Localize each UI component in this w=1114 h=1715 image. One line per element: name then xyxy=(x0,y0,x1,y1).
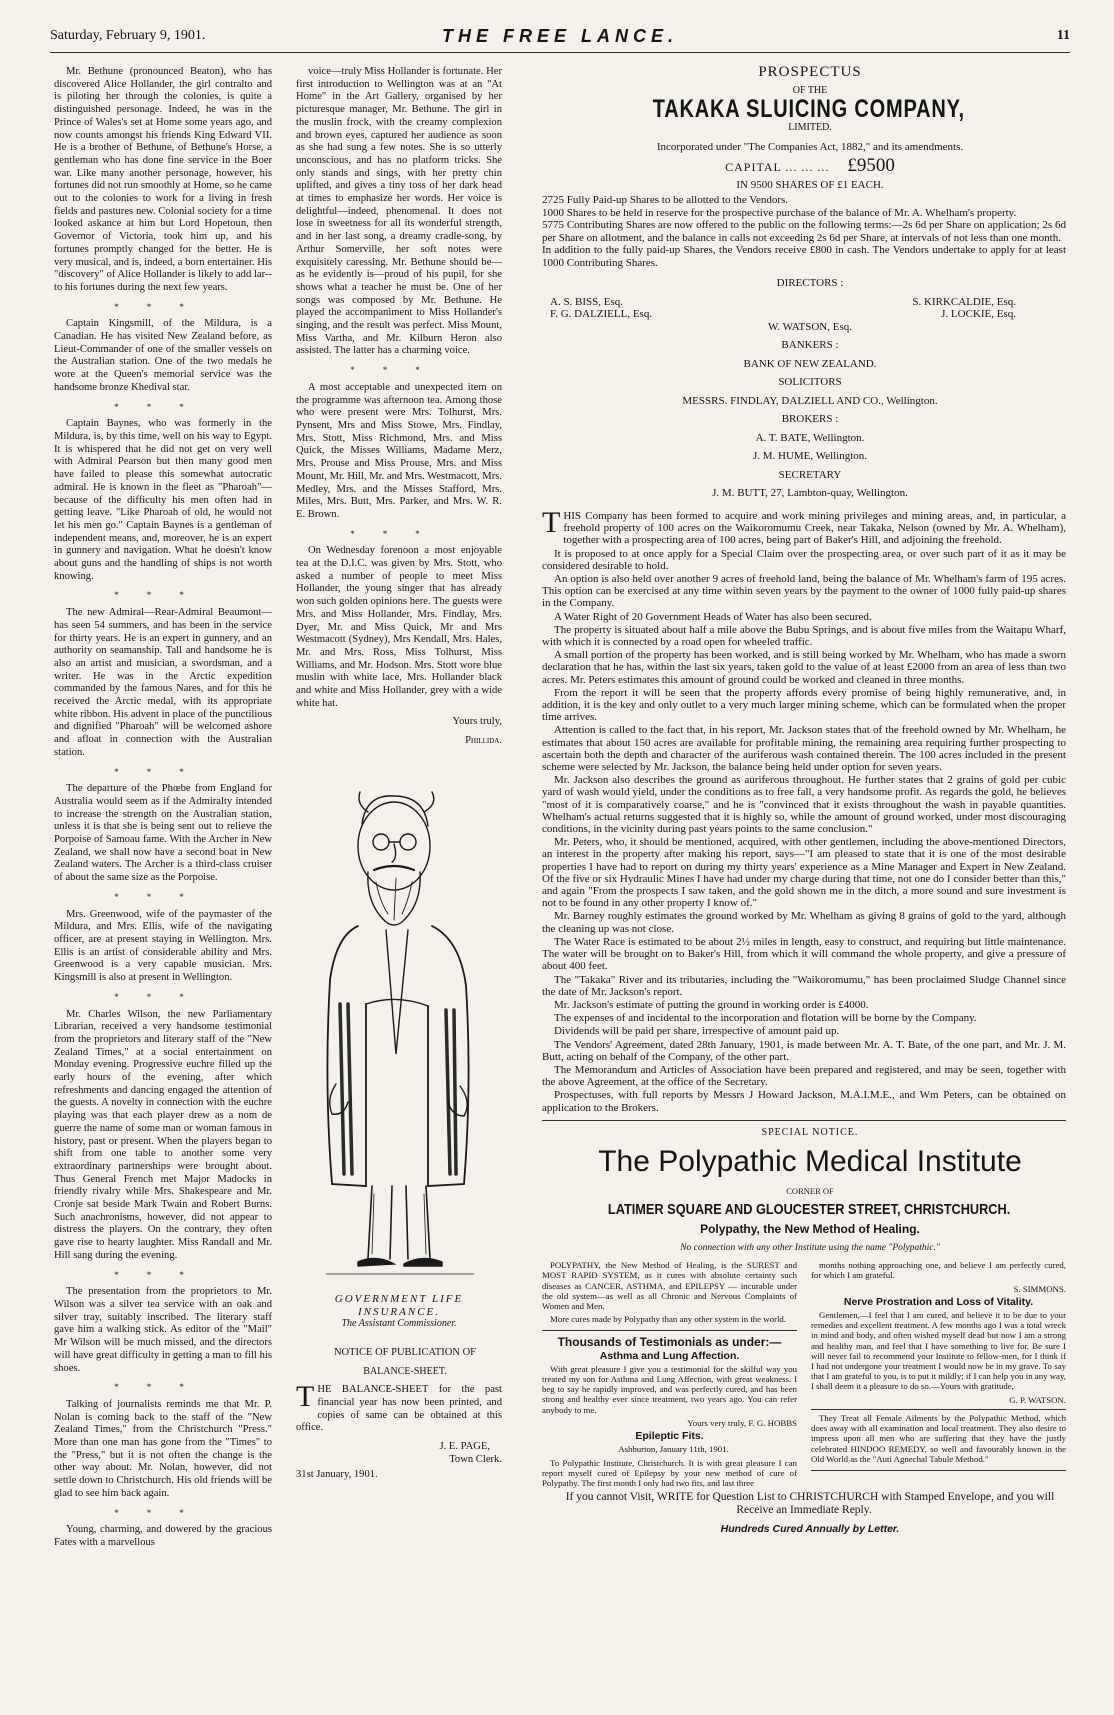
cartoon-illustration xyxy=(296,754,502,1289)
paragraph: Mr. Jackson also describes the ground as auriferous throughout. He further states that 2 grains of gold per cubic yard of wash would yield, under the conditions as to free fall, a very handsome profit. As regards the gold, he believes "most of it is comparatively coarse," and he is "convinced that it exists throughout the wash in payable quantities. Whelham's actual returns suggested that it is highly so, while the amount of ground worked, under most discouraging conditions, in the vicinity during past years points to the same conclusion." xyxy=(542,774,1066,836)
director: S. KIRKCALDIE, Esq. xyxy=(912,295,1016,308)
testimonial-heading: Asthma and Lung Affection. xyxy=(599,1349,740,1362)
prospectus-advert xyxy=(542,66,1066,1114)
share-term: 2725 Fully Paid-up Shares to be allotted to the Vendors. xyxy=(542,193,789,206)
director: W. WATSON, Esq. xyxy=(767,320,853,333)
section-divider: *** xyxy=(114,1382,212,1393)
paragraph: Mr. Peters, who, it should be mentioned, acquired, with other gentlemen, including the above-mentioned Directors, an interest in the property after making his report, says—"I am pleased to state that it is one of the most desirable properties I have had to report on during my thirty years' experience as a Mine Manager and Expert in New Zealand. Of the five or six Hydraulic Mines I have had under my charge during that time, not one do I consider better than this," and again "From the prospects I saw taken, and the gold shown me in the ditch, a more sound and sure investment is not to be found in any other property I know of." xyxy=(542,836,1066,910)
section-divider: *** xyxy=(114,1269,212,1280)
company-name: TAKAKA SLUICING COMPANY, xyxy=(652,95,965,124)
signer: Phillida. xyxy=(465,735,502,747)
drop-cap: T xyxy=(296,1380,315,1414)
share-terms xyxy=(542,194,1066,270)
paragraph-text: HIS Company has been formed to acquire and work mining privileges and mining areas, and, in particular, a freehold property of 100 acres on the Waikoromumu Creek, near Takaka, Nelson (owned by Mr. A. Whelham), together with a prospecting area of 100 acres, being part of Baker's Hill, and adjoining the freehold. xyxy=(563,509,1066,547)
secretary: J. M. BUTT, 27, Lambton-quay, Wellington. xyxy=(712,487,908,500)
testimonials-heading: Thousands of Testimonials as under:— xyxy=(557,1335,782,1350)
paragraph: The new Admiral—Rear-Admiral Beaumont—has seen 54 summers, and has been in the service for thirty years. He is an expert in gunnery, and an authority on seamanship. Tall and handsome he is also an artist and musician, a swordsman, and a writer. He was in the Arctic expedition commanded by the famous Nares, and for this he received the Arctic medal, with its appropriate white ribbon. His advent in place of the punctilious and dignified "Pharoah" will be welcomed ashore and afloat in connection with the Australian station. xyxy=(54,607,272,758)
share-term: 5775 Contributing Shares are now offered to the public on the following terms:—2s 6d per Share on application; 2s 6d per Share on allotment, and the balance in calls not exceeding 2s 6d per Share, at intervals of not less than one month. xyxy=(542,219,1066,244)
institute-tagline: Polypathy, the New Method of Healing. xyxy=(700,1221,920,1236)
share-term: In addition to the fully paid-up Shares, the Vendors receive £800 in cash. The Vendors undertake to apply for at least 1000 Contributing Shares. xyxy=(542,244,1066,269)
paragraph: Prospectuses, with full reports by Messrs J Howard Jackson, M.A.I.M.E., and Wm Peters, can be obtained on application to the Brokers. xyxy=(542,1089,1066,1114)
section-divider: *** xyxy=(350,528,448,539)
paragraph: More cures made by Polypathy than any other system in the world. xyxy=(550,1314,786,1325)
corner-of: CORNER OF xyxy=(786,1186,834,1197)
testimonial-column-left xyxy=(542,1260,797,1491)
section-divider: *** xyxy=(350,365,448,376)
solicitors: MESSRS. FINDLAY, DALZIELL AND CO., Wellington. xyxy=(682,394,938,407)
paragraph: Gentlemen,—I feel that I am cured, and believe it to be due to your remedies and excellent treatment. A few months ago I was a total wreck in mind and body, and often wished myself dead but now I am a strong and healthy man, and feel that I have something to live for. Be sure I will never fail to recommend your Institute to fellow-men, for I think if I had not undergone your treatment I would now be in my grave. To say that I am grateful to you, is to put it mildly; if I can help you in any way, I shall deem it a pleasure to do so.—Yours with gratitude, xyxy=(811,1310,1066,1392)
prospectus-of-the: OF THE xyxy=(792,84,828,96)
section-divider: *** xyxy=(114,766,212,777)
paragraph: The presentation from the proprietors to Mr. Wilson was a silver tea service with an oak and silver tray, suitably inscribed. The literary staff gave him a walking stick. As editor of the "Mail" Mr Wilson will be much missed, and the directors will have great difficulty in getting a man to fill his shoes. xyxy=(54,1286,272,1374)
incorporation-line: Incorporated under "The Companies Act, 1882," and its amendments. xyxy=(656,140,964,153)
page-number: 11 xyxy=(1056,28,1070,43)
paragraph: Captain Baynes, who was formerly in the Mildura, is, by this time, well on his way to Egypt. It is whispered that he did not get on very well with Admiral Pearson but then many good men have failed to please this somewhat autocratic admiral. He is known in the fleet as "Pharoah"—because of the difficulty his men often had in getting leave. "Like Pharoah of old, he would not let his men go." Captain Baynes is a gentleman of independent means, and, moreover, he is an expert in gunnery and navigation. What he doesn't know about guns and the handling of ships is not worth knowing. xyxy=(54,418,272,582)
paragraph: Talking of journalists reminds me that Mr. P. Nolan is coming back to the staff of the "New Zealand Times," from the Christchurch "Press." More than one man has gone from the "Times" to the "Press," but it is not often the change is the other way about. Mr. Nolan, however, did not settle down to Christchurch. His old friends will be glad to see him back again. xyxy=(54,1398,272,1499)
paragraph: The Vendors' Agreement, dated 28th January, 1901, is made between Mr. A. T. Bate, of the one part, and Mr. J. M. Butt, acting on behalf of the Company, of the other part. xyxy=(542,1038,1066,1063)
paragraph: Mr. Bethune (pronounced Beaton), who has discovered Alice Hollander, the girl contralto and is piloting her through the colonies, is quite a distinguished personage. Indeed, he was in the Prince of Wales's set at Home some years ago, and now counts amongst his friends King Edward VII. He is a brother of Bethune, of Bethune's Horse, a gentleman who has done fine service in the Boer war. Like many another personage, however, his fortunes did not run smoothly at Home, so he came out to the colonies to work for a living in fresh fields and pastures new. Colonial society for a time looked askance at him but Lord Hopetoun, then Governor of Victoria, took him up, and his fortunes promptly changed for the better. He is very musical, and is, indeed, a born entertainer. His "discovery" of Alice Hollander is likely to add lar-- to his fortunes during the next few years. xyxy=(54,66,272,293)
paragraph: On Wednesday forenoon a most enjoyable tea at the D.I.C. was given by Mrs. Stott, who asked a number of people to meet Miss Hollander, the young singer that has already won such golden opinions here. The guests were Mrs. and Miss Hollander, Mrs. Findlay, Mrs. Dyer, Mr. and Miss Quick, Mr and Mrs Westmacott (Sydney), Mrs Kendall, Mrs. Hales, Mr. and Mrs. Ross, Miss Tolhurst, Miss Williams, and Mr. Hodson. Mrs. Stott wore blue muslin with white lace, Mrs. Hollander black and white and Miss Hollander, grey with a wide white hat. xyxy=(296,545,502,709)
paragraph: It is proposed to at once apply for a Special Claim over the prospecting area, or over such part of it as it may be considered desirable to hold. xyxy=(542,547,1066,572)
testimonial-heading: Epileptic Fits. xyxy=(635,1430,704,1443)
broker: A. T. BATE, Wellington. xyxy=(755,431,865,444)
paragraph: The "Takaka" River and its tributaries, including the "Waikoromumu," has been proclaimed Sludge Channel since the date of Mr. Jackson's report. xyxy=(542,973,1066,998)
signoff: Yours truly, xyxy=(452,716,502,728)
paragraph: The expenses of and incidental to the incorporation and flotation will be borne by the Company. xyxy=(554,1012,977,1025)
capital-label: CAPITAL ... ... ... xyxy=(725,159,830,174)
paragraph: Mrs. Greenwood, wife of the paymaster of the Mildura, and Mrs. Ellis, wife of the navigating officer, are at present staying in Wellington. Mrs. Ellis is an artist of considerable ability and Mrs. Greenwood is a very capable musician. Mrs. Kingsmill is also at present in Wellington. xyxy=(54,908,272,984)
institute-disclaimer: No connection with any other Institute using the name "Polypathic." xyxy=(680,1242,940,1253)
paragraph: The Memorandum and Articles of Association have been prepared and registered, and may be seen, together with the above Agreement, at the office of the Secretary. xyxy=(542,1063,1066,1089)
paragraph xyxy=(542,505,1066,547)
testimonial-column-right xyxy=(811,1260,1066,1491)
notice-date: 31st January, 1901. xyxy=(296,1468,378,1480)
balance-sheet-notice xyxy=(296,1347,502,1481)
institute-address: LATIMER SQUARE AND GLOUCESTER STREET, CHRISTCHURCH. xyxy=(607,1201,1011,1219)
boxed-notice xyxy=(811,1409,1066,1471)
section-divider: *** xyxy=(114,301,212,312)
paragraph: They Treat all Female Ailments by the Polypathic Method, which does away with all examination and local treatment. They also desire to impress upon all men who are suffering that they have the justly celebrated HINDOO REMEDY, so well and favourably known in the Old World as the "Auti Agnechal Tabule Method." xyxy=(811,1412,1066,1464)
institute-footer-tagline: Hundreds Cured Annually by Letter. xyxy=(720,1522,900,1535)
directors-row xyxy=(542,308,1066,321)
notice-subtitle: BALANCE-SHEET. xyxy=(363,1365,447,1377)
prospectus-heading: PROSPECTUS xyxy=(758,66,862,80)
special-notice: SPECIAL NOTICE. xyxy=(761,1126,859,1138)
drop-cap: T xyxy=(542,505,561,539)
testimonial-place: Ashburton, January 11th, 1901. xyxy=(618,1444,729,1455)
notice-signer: J. E. PAGE, xyxy=(439,1441,490,1453)
paragraph: A small portion of the property has been worked, and is still being worked by Mr. Whelham, who has made a sworn declaration that he has, within the last six years, taken gold to the value of at least £2000 from an area of less than two acres. Mr. Peters estimates this amount of ground could be worked and cleaned in three months. xyxy=(542,649,1066,686)
capital-line xyxy=(542,154,1066,176)
notice-title: NOTICE OF PUBLICATION OF xyxy=(333,1346,477,1358)
paragraph: The departure of the Phœbe from England for Australia would seem as if the Admiralty intended to increase the strength on the Australian station, unless it is that she is being sent out to relieve the Porpoise of Samoau fame. With the Archer in New Zealand, we shall now have a second boat in New Zealand waters. The Archer is a third-class cruiser of about the same size as the Porpoise. xyxy=(54,783,272,884)
paragraph: With great pleasure I give you a testimonial for the skilful way you treated my son for Asthma and Lung Affection, with great weakness. I beg to say he rapidly improved, and was perfectly cured, and has been strong and healthy ever since treatment, two years ago. You can refer anybody to me. xyxy=(542,1363,797,1415)
paragraph: An option is also held over another 9 acres of freehold land, being the balance of Mr. Whelham's farm of 195 acres. This option can be exercised at any time within seven years by the payment to the owner of 1000 fully paid-up shares in the Company. xyxy=(542,573,1066,610)
share-term: 1000 Shares to be held in reserve for the prospective purchase of the balance of Mr. A. Whelham's property. xyxy=(542,206,1017,219)
paragraph: months nothing approaching one, and believe I am perfectly cured, for which I am grateful. xyxy=(811,1260,1066,1281)
institute-title: The Polypathic Medical Institute xyxy=(598,1145,1022,1179)
cartoon-drawing xyxy=(296,754,502,1289)
section-divider: *** xyxy=(114,891,212,902)
gossip-column-1 xyxy=(54,66,272,1701)
paragraph: The property is situated about half a mile above the Bubu Springs, and is about five miles from the Waitapu Wharf, with which it is connected by a road open for wheeled traffic. xyxy=(542,623,1066,649)
brokers-heading: BROKERS : xyxy=(781,413,839,426)
section-divider: *** xyxy=(114,401,212,412)
paragraph: To Polypathic Institute, Christchurch. It is with great pleasure I can report myself cured of Epilepsy by your new method of cure of Polypathy. The first month I only had two fits, and last three xyxy=(542,1457,797,1488)
shares-line: IN 9500 SHARES OF £1 EACH. xyxy=(736,179,884,192)
solicitors-heading: SOLICITORS xyxy=(778,376,842,389)
paragraph: From the report it will be seen that the property affords every promise of being highly remunerative, and, in addition, it is the key and only outlet to a very much larger mining scheme, which can be formulated when the proper time arrives. xyxy=(542,686,1066,724)
section-divider: *** xyxy=(114,991,212,1002)
broker: J. M. HUME, Wellington. xyxy=(752,450,868,463)
paragraph: Attention is called to the fact that, in his report, Mr. Jackson states that of the freehold owned by Mr. Whelham, he estimates that about 150 acres are available for profitable mining, the remaining area requiring further prospecting to ascertain both the depth and character of the auriferous wash contained therein. The 100 acres included in the present scheme were selected by Mr. Jackson, the balance being held under option for seven years. xyxy=(542,724,1066,774)
paragraph: Young, charming, and dowered by the gracious Fates with a marvellous xyxy=(54,1524,272,1548)
paragraph: Captain Kingsmill, of the Mildura, is a Canadian. He has visited New Zealand before, as Lieut-Commander of one of the smaller vessels on the Australian station. One of the two medals he wore at the Queen's memorial service was the handsome bronze Khedival star. xyxy=(54,318,272,393)
director: F. G. DALZIELL, Esq. xyxy=(550,308,653,321)
cartoon-subcaption: The Assistant Commissioner. xyxy=(341,1318,457,1330)
testimonial-signature: S. SIMMONS. xyxy=(1013,1283,1066,1294)
institute-footer: If you cannot Visit, WRITE for Question List to CHRISTCHURCH with Stamped Envelope, and you will Receive an Immediate Reply. xyxy=(565,1491,1055,1516)
directors-row xyxy=(542,296,1066,309)
paragraph: Mr. Jackson's estimate of putting the ground in working order is £4000. xyxy=(554,998,869,1011)
section-divider: *** xyxy=(114,1507,212,1518)
advertisements-column xyxy=(542,66,1066,1701)
testimonial-heading: Nerve Prostration and Loss of Vitality. xyxy=(843,1295,1034,1308)
gossip-column-2 xyxy=(296,66,502,1701)
paragraph: Mr. Charles Wilson, the new Parliamentary Librarian, received a very handsome testimonial from the proprietors and literary staff of the "New Zealand Times," at a social entertainment on Monday evening. Progressive euchre filled up the early hours of the evening, after which refreshments and dancing engaged the attention of the guests. A novelty in connection with the euchre playing was that each player drew as a nom de guerre the name of some man or woman famous in history, past or present. When the players began to shift from one table to another some very extraordinary partnerships were brought about. Thus General French met Major Madocks in friendly rivalry while Mrs. Shakespeare and Mr. Cronje sat beside Mark Twain and Robert Burns. Such anachronisms, however, did not appear to distress the players. On the contrary, they often gave rise to hearty laughter. Miss Randall and Mr. Hill sang during the evening. xyxy=(54,1008,272,1261)
paper-title: THE FREE LANCE. xyxy=(441,26,678,46)
paragraph: voice—truly Miss Hollander is fortunate. Her first introduction to Wellington was at an "At Home" in the Art Gallery, organised by her picturesque manager, Mr. Bethune. The girl in the muslin frock, with the creamy complexion and brown eyes, captured her audience as soon as she had sung a few notes. She is so utterly unconscious, and has no platform tricks. She only stands and sings, with her pretty chin uplifted, and gives a tiny toss of her dark head at times to emphasize her words. Her voice is delightful—indeed, phenomenal. It does not lose in sweetness for all its wonderful strength, and in her last song, a dreamy cradle-song, by Arthur Somerville, her soft notes were exquisitely caressing. Mr. Bethune should be—as he evidently is—proud of his pupil, for she shows what a teacher he must be. One of her songs was composed by Mr. Bethune. He played the accompaniment to Miss Hollander's singing, and the result was perfect. Miss Mount, Miss Vartha, and Mr. Kilburn Heron also assisted. The latter has a charming voice. xyxy=(296,66,502,357)
section-divider: *** xyxy=(114,590,212,601)
bankers-heading: BANKERS : xyxy=(781,339,839,352)
bankers: BANK OF NEW ZEALAND. xyxy=(743,357,877,370)
directors-heading: DIRECTORS : xyxy=(776,277,844,290)
cartoon-caption: GOVERNMENT LIFE INSURANCE. xyxy=(334,1292,464,1318)
paragraph: A Water Right of 20 Government Heads of Water has also been secured. xyxy=(554,610,872,623)
director: A. S. BISS, Esq. xyxy=(550,295,624,308)
testimonial-signature: G. P. WATSON. xyxy=(1009,1394,1066,1405)
notice-role: Town Clerk. xyxy=(449,1453,502,1465)
notice-text: HE BALANCE-SHEET for the past financial year has now been printed, and copies of same can be obtained at this office. xyxy=(296,1384,502,1434)
paragraph: A most acceptable and unexpected item on the programme was afternoon tea. Among those who were present were Mrs. Tolhurst, Mrs. Pynsent, Mrs and Miss Stowe, Mrs. Findlay, Mrs. Stott, Miss Richmond, Mrs. and Miss Quick, the Misses Williams, Madame Merz, Mrs. Prouse and Miss Prouse, Mrs. and Miss Mount, Mr. Hill, Mr. and Mrs. Westmacott, Mrs. Medley, Mrs. and the Misses Stafford, Mrs. Miles, Mrs. Butt, Mrs. Parker, and Mrs. W. R. E. Brown. xyxy=(296,381,502,520)
director: J. LOCKIE, Esq. xyxy=(941,308,1016,321)
issue-date: Saturday, February 9, 1901. xyxy=(50,28,206,43)
capital-amount: £9500 xyxy=(847,154,895,176)
paragraph: Dividends will be paid per share, irrespective of amount paid up. xyxy=(554,1025,840,1038)
paragraph: Mr. Barney roughly estimates the ground worked by Mr. Whelham as giving 8 grains of gold to the yard, although the cleaning up was not close. xyxy=(542,910,1066,935)
paragraph: POLYPATHY, the New Method of Healing, is the SUREST and MOST RAPID SYSTEM, as it cures with absolute certainty such diseases as CANCER, ASTHMA, and EPILEPSY — incurable under the old system—as well as all Chronic and Nervous Complaints of Women and Men. xyxy=(542,1260,797,1312)
paragraph: The Water Race is estimated to be about 2½ miles in length, easy to construct, and requiring but little maintenance. The water will be brought on to Baker's Hill, from which it will command the whole property, and give a pressure of about 400 feet. xyxy=(542,935,1066,973)
testimonial-signature: Yours very truly, F. G. HOBBS xyxy=(687,1417,797,1428)
prospectus-body xyxy=(542,505,1066,1114)
testimonial-columns xyxy=(542,1260,1066,1491)
section-rule xyxy=(542,1330,797,1331)
section-rule xyxy=(542,1120,1066,1121)
polypathic-advert xyxy=(542,1127,1066,1535)
notice-body xyxy=(296,1380,502,1435)
secretary-heading: SECRETARY xyxy=(778,468,842,481)
masthead xyxy=(50,26,1070,53)
company-limited: LIMITED. xyxy=(788,122,832,134)
